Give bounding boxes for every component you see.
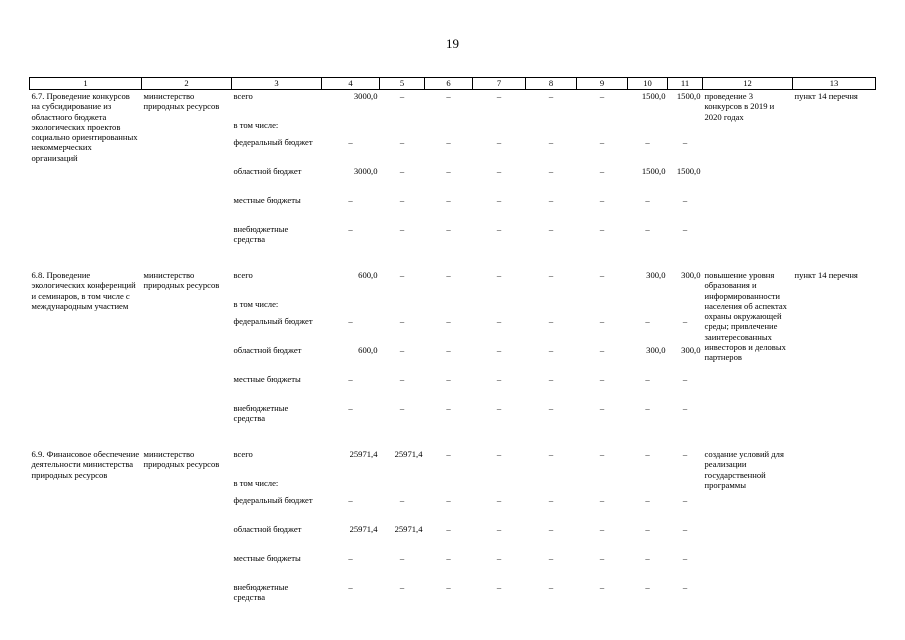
amount-cell: – [446, 166, 451, 176]
amount-cell: – [348, 582, 353, 592]
funding-source-label: федеральный бюджет [233, 137, 313, 147]
amount-cell: – [496, 495, 502, 505]
column-header: 4 [322, 78, 380, 90]
amount-cell [380, 478, 425, 495]
expected-result: повышение уровня образования и информированности населения об аспектах охраны окружающей среды; привлечение заинтересованных инвесторов и деловых партнеров [704, 270, 787, 363]
amount-cell: – [645, 195, 650, 205]
amount-cell: – [548, 449, 554, 459]
amount-cell: – [446, 553, 451, 563]
amount-cell: – [599, 582, 605, 592]
amount-cell: 25971,4 [349, 449, 378, 459]
amount-cell: – [682, 224, 688, 234]
amount-cell: – [399, 224, 405, 234]
amount-cell: – [399, 91, 405, 101]
amount-cell: – [446, 524, 451, 534]
amount-cell: – [446, 403, 451, 413]
amount-cell: – [496, 524, 502, 534]
amount-cell: – [645, 524, 650, 534]
amount-cell: – [548, 270, 554, 280]
amount-cell: – [446, 270, 451, 280]
column-number-row [30, 78, 876, 90]
page-number: 19 [446, 36, 459, 51]
amount-cell: 1500,0 [676, 91, 701, 101]
amount-cell [628, 120, 668, 137]
funding-source-label: местные бюджеты [233, 374, 301, 384]
amount-cell [425, 299, 473, 316]
table-row [30, 269, 876, 299]
amount-cell: – [548, 524, 554, 534]
amount-cell: – [496, 316, 502, 326]
column-header: 12 [703, 78, 793, 90]
column-header: 11 [668, 78, 703, 90]
amount-cell: 1500,0 [641, 166, 666, 176]
amount-cell [577, 120, 628, 137]
amount-cell: 300,0 [681, 345, 701, 355]
amount-cell: – [548, 137, 554, 147]
amount-cell: 3000,0 [353, 91, 378, 101]
amount-cell: – [446, 374, 451, 384]
amount-cell: – [599, 553, 605, 563]
amount-cell: – [348, 553, 353, 563]
amount-cell: – [548, 195, 554, 205]
amount-cell [322, 120, 380, 137]
amount-cell: – [599, 166, 605, 176]
column-header: 13 [793, 78, 876, 90]
reference-note: пункт 14 перечня [794, 270, 858, 280]
amount-cell: – [496, 403, 502, 413]
amount-cell: – [399, 270, 405, 280]
funding-source-label: местные бюджеты [233, 195, 301, 205]
amount-cell: – [548, 403, 554, 413]
activity-executor: министерство природных ресурсов [143, 91, 220, 112]
amount-cell: – [348, 403, 353, 413]
amount-cell: – [348, 137, 353, 147]
reference-note: пункт 14 перечня [794, 91, 858, 101]
column-header: 5 [380, 78, 425, 90]
amount-cell: – [599, 270, 605, 280]
spacer-cell [30, 253, 876, 269]
column-header: 3 [232, 78, 322, 90]
amount-cell [380, 120, 425, 137]
amount-cell [668, 299, 703, 316]
amount-cell: – [446, 316, 451, 326]
amount-cell: – [599, 345, 605, 355]
amount-cell: – [682, 316, 688, 326]
amount-cell: – [599, 224, 605, 234]
amount-cell: – [496, 270, 502, 280]
amount-cell: – [599, 195, 605, 205]
amount-cell: – [548, 582, 554, 592]
amount-cell: – [682, 449, 688, 459]
amount-cell [380, 299, 425, 316]
amount-cell: 1500,0 [676, 166, 701, 176]
amount-cell: – [496, 582, 502, 592]
amount-cell: – [599, 91, 605, 101]
column-header: 2 [142, 78, 232, 90]
amount-cell: – [548, 91, 554, 101]
amount-cell: – [645, 553, 650, 563]
funding-source-label: в том числе: [233, 299, 279, 309]
amount-cell: – [599, 137, 605, 147]
amount-cell: – [599, 403, 605, 413]
amount-cell: – [496, 91, 502, 101]
table-body [30, 90, 876, 612]
amount-cell [526, 478, 577, 495]
amount-cell [577, 299, 628, 316]
amount-cell: 1500,0 [641, 91, 666, 101]
amount-cell: – [645, 224, 650, 234]
amount-cell: 300,0 [681, 270, 701, 280]
program-activities-table [29, 77, 876, 611]
amount-cell: – [496, 224, 502, 234]
amount-cell: – [496, 374, 502, 384]
amount-cell [526, 299, 577, 316]
amount-cell: – [548, 374, 554, 384]
amount-cell: – [446, 345, 451, 355]
amount-cell [473, 120, 526, 137]
amount-cell: 25971,4 [349, 524, 378, 534]
amount-cell [668, 120, 703, 137]
amount-cell: – [548, 224, 554, 234]
amount-cell: 600,0 [358, 270, 378, 280]
amount-cell: – [599, 495, 605, 505]
amount-cell: – [399, 403, 405, 413]
funding-source-label: федеральный бюджет [233, 316, 313, 326]
amount-cell: – [599, 449, 605, 459]
funding-source-label: всего [233, 449, 253, 459]
amount-cell: 25971,4 [394, 449, 423, 459]
amount-cell: – [348, 495, 353, 505]
amount-cell: – [548, 316, 554, 326]
amount-cell: – [446, 495, 451, 505]
amount-cell: – [645, 374, 650, 384]
amount-cell: – [548, 553, 554, 563]
expected-result: проведение 3 конкурсов в 2019 и 2020 годах [704, 91, 775, 122]
amount-cell: – [446, 449, 451, 459]
activity-name: 6.9. Финансовое обеспечение деятельности министерства природных ресурсов [31, 449, 140, 480]
activity-executor: министерство природных ресурсов [143, 270, 220, 291]
amount-cell: – [348, 374, 353, 384]
amount-cell: – [348, 316, 353, 326]
amount-cell: – [645, 403, 650, 413]
amount-cell: – [645, 137, 650, 147]
amount-cell: 300,0 [646, 345, 666, 355]
amount-cell [577, 478, 628, 495]
amount-cell: – [348, 195, 353, 205]
amount-cell [473, 299, 526, 316]
amount-cell: 600,0 [358, 345, 378, 355]
amount-cell: – [599, 374, 605, 384]
reference-note [793, 448, 876, 611]
amount-cell: – [496, 195, 502, 205]
amount-cell: – [446, 224, 451, 234]
funding-source-label: в том числе: [233, 120, 279, 130]
amount-cell: – [399, 316, 405, 326]
funding-source-label: внебюджетные средства [233, 582, 289, 603]
funding-source-label: всего [233, 91, 253, 101]
amount-cell: – [682, 374, 688, 384]
funding-source-label: федеральный бюджет [233, 495, 313, 505]
amount-cell [473, 478, 526, 495]
amount-cell [668, 478, 703, 495]
amount-cell: – [548, 166, 554, 176]
activity-name: 6.8. Проведение экологических конференций и семинаров, в том числе с международным участием [31, 270, 136, 311]
amount-cell: – [399, 582, 405, 592]
amount-cell [526, 120, 577, 137]
amount-cell: – [496, 166, 502, 176]
amount-cell [628, 299, 668, 316]
funding-source-label: местные бюджеты [233, 553, 301, 563]
amount-cell: – [682, 582, 688, 592]
amount-cell: – [599, 524, 605, 534]
amount-cell: – [399, 495, 405, 505]
amount-cell: – [446, 137, 451, 147]
funding-source-label: внебюджетные средства [233, 403, 289, 424]
expected-result: создание условий для реализации государственной программы [704, 449, 784, 490]
amount-cell: – [496, 449, 502, 459]
amount-cell: – [399, 345, 405, 355]
amount-cell [322, 478, 380, 495]
amount-cell: – [682, 524, 688, 534]
column-header: 8 [526, 78, 577, 90]
activity-name: 6.7. Проведение конкурсов на субсидирование из областного бюджета экологических проектов социально ориентированных некоммерческих организаций [31, 91, 138, 163]
amount-cell: – [599, 316, 605, 326]
funding-source-label: всего [233, 270, 253, 280]
column-header: 9 [577, 78, 628, 90]
amount-cell: – [645, 316, 650, 326]
amount-cell [425, 478, 473, 495]
funding-source-label: областной бюджет [233, 524, 302, 534]
amount-cell: – [496, 137, 502, 147]
amount-cell: – [548, 345, 554, 355]
column-header: 7 [473, 78, 526, 90]
amount-cell: – [496, 345, 502, 355]
amount-cell: – [399, 137, 405, 147]
spacer-cell [30, 432, 876, 448]
funding-source-label: внебюджетные средства [233, 224, 289, 245]
amount-cell: – [682, 495, 688, 505]
amount-cell: – [682, 195, 688, 205]
amount-cell: – [399, 553, 405, 563]
table-row [30, 90, 876, 121]
amount-cell [628, 478, 668, 495]
amount-cell: – [548, 495, 554, 505]
amount-cell: – [399, 166, 405, 176]
funding-source-label: в том числе: [233, 478, 279, 488]
block-spacer [30, 432, 876, 448]
amount-cell: – [682, 553, 688, 563]
column-header: 6 [425, 78, 473, 90]
amount-cell: – [348, 224, 353, 234]
block-spacer [30, 253, 876, 269]
amount-cell: – [446, 582, 451, 592]
amount-cell: 3000,0 [353, 166, 378, 176]
amount-cell: 25971,4 [394, 524, 423, 534]
amount-cell: – [682, 403, 688, 413]
amount-cell: – [446, 195, 451, 205]
amount-cell: – [645, 449, 650, 459]
column-header: 1 [30, 78, 142, 90]
funding-source-label: областной бюджет [233, 345, 302, 355]
funding-source-label: областной бюджет [233, 166, 302, 176]
amount-cell [322, 299, 380, 316]
table-row [30, 448, 876, 478]
amount-cell: – [682, 137, 688, 147]
amount-cell: – [399, 195, 405, 205]
amount-cell: – [446, 91, 451, 101]
amount-cell: – [645, 582, 650, 592]
column-header: 10 [628, 78, 668, 90]
amount-cell: – [496, 553, 502, 563]
amount-cell [425, 120, 473, 137]
activity-executor: министерство природных ресурсов [143, 449, 220, 470]
amount-cell: – [645, 495, 650, 505]
amount-cell: 300,0 [646, 270, 666, 280]
amount-cell: – [399, 374, 405, 384]
